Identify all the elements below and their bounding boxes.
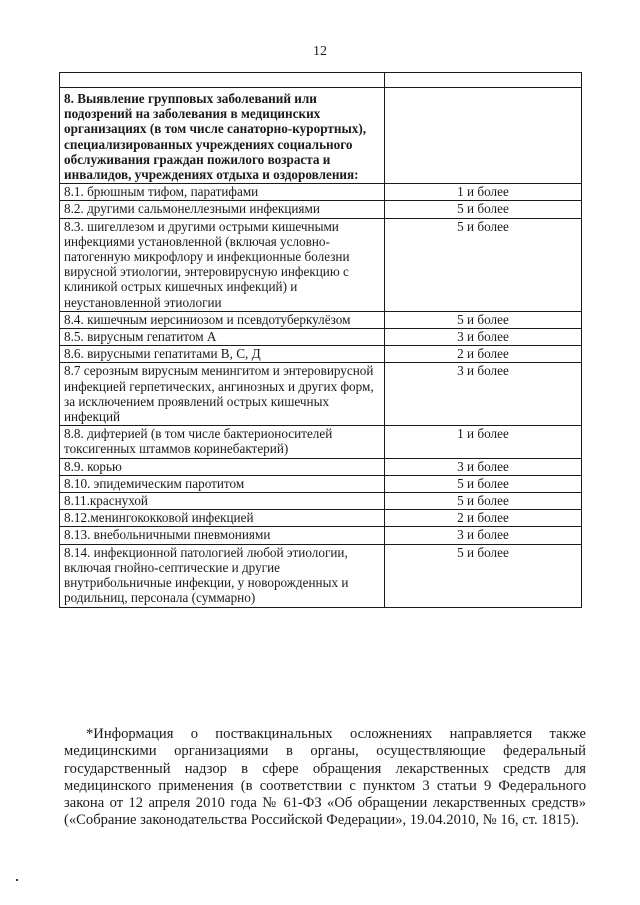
table-row [60,426,582,458]
row-threshold: 1 и более [385,184,582,201]
row-label: 8.6. вирусными гепатитами В, С, Д [60,346,385,363]
row-label: 8.2. другими сальмонеллезными инфекциями [60,201,385,218]
row-threshold: 1 и более [385,426,582,458]
notification-criteria-table [59,72,582,608]
row-label: 8.7 серозным вирусным менингитом и энтеровирусной инфекцией герпетических, ангинозных и других форм, за исключением проявлений острых кишечных инфекций [60,363,385,426]
row-threshold: 3 и более [385,363,582,426]
row-label: 8.8. дифтерией (в том числе бактерионосителей токсигенных штаммов коринебактерий) [60,426,385,458]
row-label: 8.11.краснухой [60,493,385,510]
page-number: 12 [313,44,327,59]
table-row [60,201,582,218]
row-label: 8.3. шигеллезом и другими острыми кишечными инфекциями установленной (включая условно-патогенную микрофлору и инфекционные болезни вирусной этиологии, энтеровирусную инфекцию с клиникой острых кишечных инфекций) и неустановленной этиологии [60,218,385,311]
row-threshold: 3 и более [385,458,582,475]
row-threshold: 3 и более [385,329,582,346]
row-threshold: 5 и более [385,218,582,311]
table-row [60,329,582,346]
header-cell-right [385,73,582,88]
row-label: 8.4. кишечным иерсиниозом и псевдотуберкулёзом [60,311,385,328]
table-row [60,510,582,527]
table-row [60,458,582,475]
header-cell-left [60,73,385,88]
row-label: 8.14. инфекционной патологией любой этиологии, включая гнойно-септические и другие внутрибольничные инфекции, у новорожденных и родильниц, персонала (суммарно) [60,544,385,607]
table-header-row [60,73,582,88]
table-row [60,311,582,328]
margin-mark [16,879,18,881]
table-row [60,218,582,311]
row-label: 8.10. эпидемическим паротитом [60,475,385,492]
table-row [60,493,582,510]
row-threshold: 5 и более [385,544,582,607]
footnote: *Информация о поствакцинальных осложнениях направляется также медицинскими организациями в органы, осуществляющие федеральный государственный надзор в сфере обращения лекарственных средств для медицинского применения (в соответствии с пунктом 3 статьи 9 Федерального закона от 12 апреля 2010 года № 61-ФЗ «Об обращении лекарственных средств» («Собрание законодательства Российской Федерации», 19.04.2010, № 16, ст. 1815). [64,726,586,829]
row-threshold: 5 и более [385,311,582,328]
row-label: 8.12.менингококковой инфекцией [60,510,385,527]
row-label: 8.1. брюшным тифом, паратифами [60,184,385,201]
row-label: 8.13. внебольничными пневмониями [60,527,385,544]
table-row [60,346,582,363]
row-threshold: 2 и более [385,346,582,363]
row-threshold: 5 и более [385,493,582,510]
section-value [385,88,582,184]
table-row [60,363,582,426]
row-label: 8.5. вирусным гепатитом А [60,329,385,346]
section-title: 8. Выявление групповых заболеваний или подозрений на заболевания в медицинских организациях (в том числе санаторно-курортных), специализированных учреждениях социального обслуживания граждан пожилого возраста и инвалидов, учреждениях отдыха и оздоровления: [60,88,385,184]
table-row [60,527,582,544]
row-threshold: 5 и более [385,201,582,218]
section-row [60,88,582,184]
table-row [60,475,582,492]
row-threshold: 5 и более [385,475,582,492]
table-row [60,184,582,201]
row-threshold: 2 и более [385,510,582,527]
table-row [60,544,582,607]
row-threshold: 3 и более [385,527,582,544]
row-label: 8.9. корью [60,458,385,475]
